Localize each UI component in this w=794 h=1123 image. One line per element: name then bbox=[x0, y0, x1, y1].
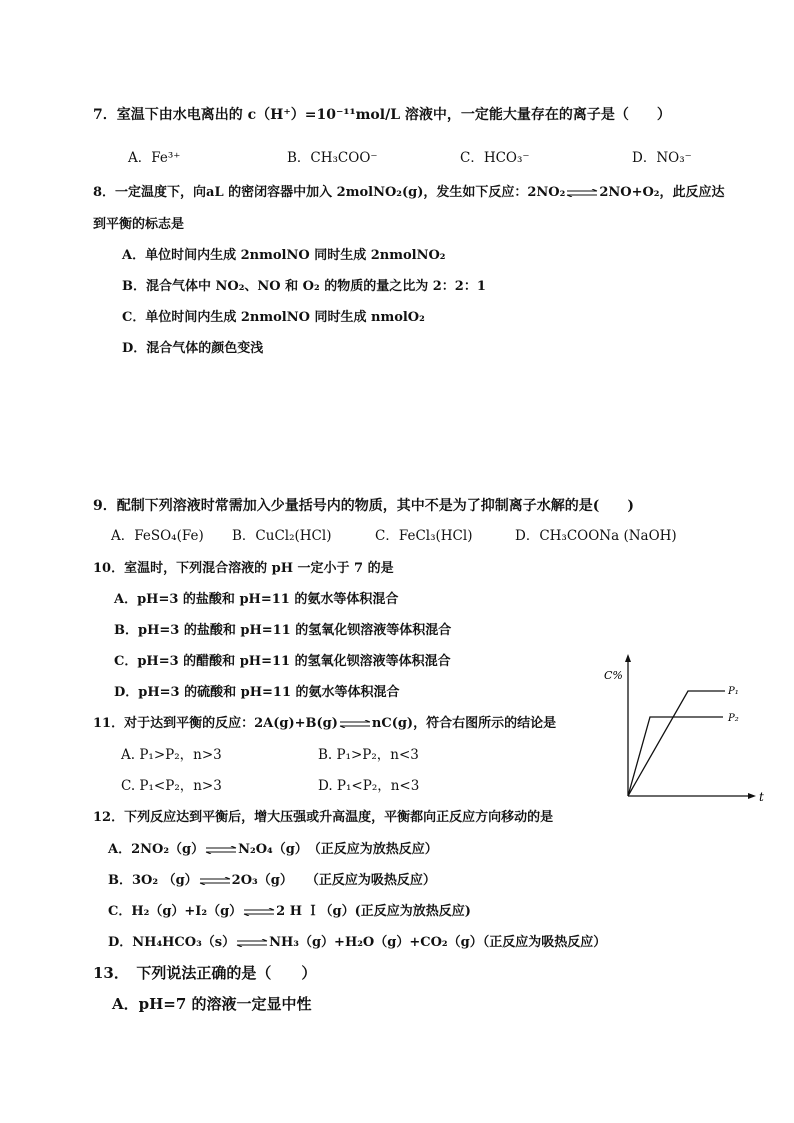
curve-p2 bbox=[628, 717, 723, 796]
equilibrium-arrow-icon bbox=[339, 720, 371, 728]
q7-option-a: A．Fe³⁺ bbox=[128, 150, 181, 166]
q9-option-a: A．FeSO₄(Fe) bbox=[111, 528, 204, 544]
y-axis-arrow-icon bbox=[625, 654, 631, 662]
q12-option-b-right: 2O₃（g） （正反应为吸热反应） bbox=[231, 873, 436, 888]
q11-option-c: C. P₁<P₂，n>3 bbox=[121, 778, 222, 794]
q11-option-d: D. P₁<P₂，n<3 bbox=[318, 778, 420, 794]
q11-stem-part-b: nC(g)，符合右图所示的结论是 bbox=[371, 716, 557, 731]
q12-option-a bbox=[108, 843, 438, 856]
q12-option-d-right: NH₃（g）+H₂O（g）+CO₂（g）（正反应为吸热反应） bbox=[269, 935, 607, 950]
q9-option-c: C．FeCl₃(HCl) bbox=[375, 528, 473, 544]
q12-option-c bbox=[108, 905, 471, 918]
q9-option-d: D．CH₃COONa (NaOH) bbox=[515, 528, 677, 544]
q12-option-d bbox=[108, 936, 606, 949]
q10-stem: 10．室温时，下列混合溶液的 pH 一定小于 7 的是 bbox=[93, 561, 394, 576]
q8-option-a: A．单位时间内生成 2nmolNO 同时生成 2nmolNO₂ bbox=[122, 248, 446, 263]
q9-stem: 9．配制下列溶液时常需加入少量括号内的物质，其中不是为了抑制离子水解的是( ) bbox=[93, 498, 634, 514]
q7-stem: 7．室温下由水电离出的 c（H⁺）=10⁻¹¹mol/L 溶液中，一定能大量存在的离子是（ ） bbox=[93, 107, 671, 123]
x-axis-label: t bbox=[759, 790, 764, 804]
q12-option-c-right: 2 H Ｉ（g）(正反应为放热反应) bbox=[276, 904, 471, 919]
q12-option-a-left: A．2NO₂（g） bbox=[108, 842, 205, 857]
q10-option-b: B．pH=3 的盐酸和 pH=11 的氢氧化钡溶液等体积混合 bbox=[114, 623, 452, 638]
equilibrium-arrow-icon bbox=[566, 189, 598, 197]
q11-option-a: A. P₁>P₂，n>3 bbox=[121, 747, 222, 763]
q12-option-a-right: N₂O₄（g） （正反应为放热反应） bbox=[238, 842, 438, 857]
q8-stem-continued: 到平衡的标志是 bbox=[93, 217, 185, 232]
q13-stem: 13． 下列说法正确的是（ ） bbox=[93, 964, 317, 982]
q8-stem-part-a: 8．一定温度下，向aL 的密闭容器中加入 2molNO₂(g)，发生如下反应：2NO₂ bbox=[93, 185, 566, 200]
q13-option-a: A．pH=7 的溶液一定显中性 bbox=[112, 995, 312, 1013]
q11-stem-part-a: 11．对于达到平衡的反应：2A(g)+B(g) bbox=[93, 716, 338, 731]
q12-option-c-left: C．H₂（g）+I₂（g） bbox=[108, 904, 243, 919]
q10-option-d: D．pH=3 的硫酸和 pH=11 的氨水等体积混合 bbox=[114, 685, 400, 700]
q12-stem: 12．下列反应达到平衡后，增大压强或升高温度，平衡都向正反应方向移动的是 bbox=[93, 810, 554, 825]
equilibrium-arrow-icon bbox=[236, 939, 268, 947]
q9-option-b: B．CuCl₂(HCl) bbox=[232, 528, 332, 544]
q12-option-b-left: B．3O₂ （g） bbox=[108, 873, 198, 888]
q10-option-a: A．pH=3 的盐酸和 pH=11 的氨水等体积混合 bbox=[114, 592, 399, 607]
q7-option-d: D．NO₃⁻ bbox=[632, 150, 692, 166]
equilibrium-arrow-icon bbox=[243, 908, 275, 916]
x-axis-arrow-icon bbox=[748, 793, 756, 799]
q8-option-c: C．单位时间内生成 2nmolNO 同时生成 nmolO₂ bbox=[122, 310, 425, 325]
q7-option-c: C．HCO₃⁻ bbox=[460, 150, 530, 166]
concentration-time-graph bbox=[598, 650, 770, 810]
q12-option-b bbox=[108, 874, 436, 887]
q11-option-b: B. P₁>P₂，n<3 bbox=[318, 747, 419, 763]
q7-option-b: B．CH₃COO⁻ bbox=[287, 150, 378, 166]
curve-p1-label: P₁ bbox=[728, 686, 739, 697]
curve-p2-label: P₂ bbox=[728, 713, 739, 724]
y-axis-label: C% bbox=[604, 669, 623, 682]
q8-stem-part-b: 2NO+O₂，此反应达 bbox=[599, 185, 725, 200]
q12-option-d-left: D．NH₄HCO₃（s） bbox=[108, 935, 236, 950]
equilibrium-arrow-icon bbox=[205, 846, 237, 854]
q8-option-d: D．混合气体的颜色变浅 bbox=[122, 341, 264, 356]
q8-stem bbox=[93, 186, 724, 199]
equilibrium-arrow-icon bbox=[199, 877, 231, 885]
q11-stem bbox=[93, 717, 556, 730]
q10-option-c: C．pH=3 的醋酸和 pH=11 的氢氧化钡溶液等体积混合 bbox=[114, 654, 451, 669]
q8-option-b: B．混合气体中 NO₂、NO 和 O₂ 的物质的量之比为 2：2：1 bbox=[122, 279, 486, 294]
